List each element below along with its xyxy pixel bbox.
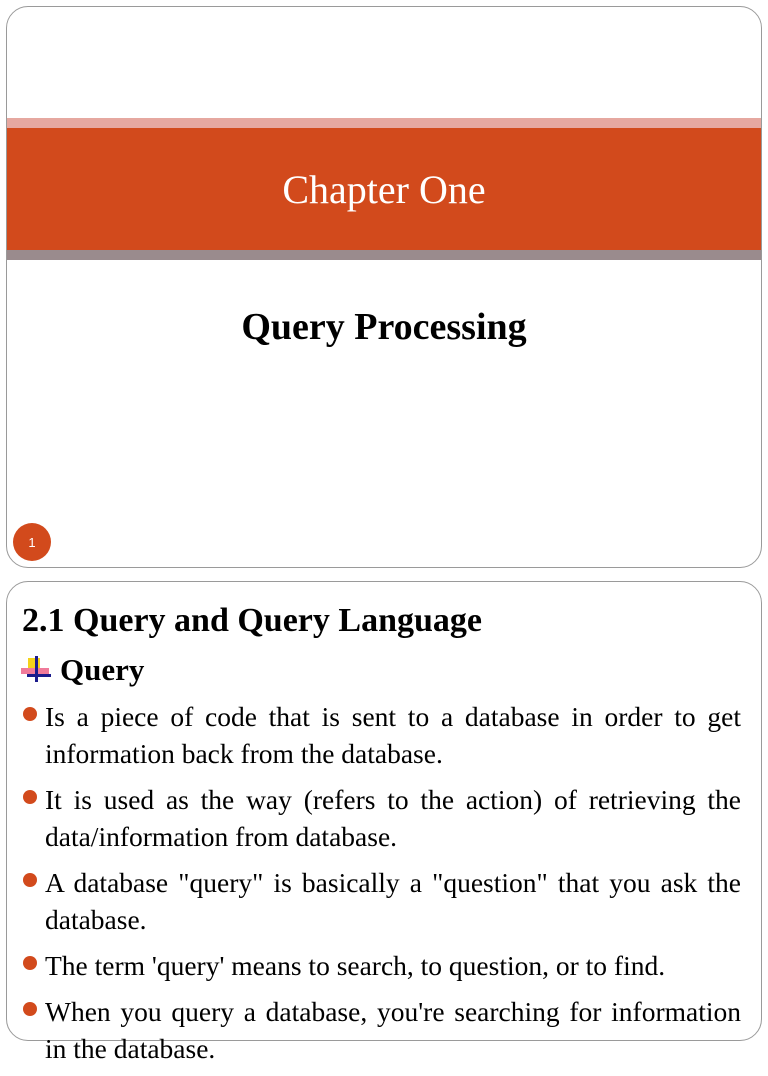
bullet-text: The term 'query' means to search, to question, or to find. bbox=[45, 950, 666, 981]
bullet-dot-icon bbox=[23, 790, 37, 804]
list-item bbox=[21, 993, 741, 1067]
title-band-top-stripe bbox=[7, 118, 761, 128]
section-heading: 2.1 Query and Query Language bbox=[22, 602, 482, 639]
sub-item-label: Query bbox=[60, 652, 145, 687]
bullet-text: When you query a database, you're searching for information in the database. bbox=[45, 996, 741, 1064]
bullet-dot-icon bbox=[23, 873, 37, 887]
bullet-text: Is a piece of code that is sent to a database in order to get information back from the database. bbox=[45, 701, 741, 769]
bullet-list bbox=[21, 698, 741, 1076]
bullet-text: A database "query" is basically a "question" that you ask the database. bbox=[45, 867, 741, 935]
slide-2 bbox=[6, 581, 762, 1064]
list-item bbox=[21, 698, 741, 772]
slide-subtitle: Query Processing bbox=[241, 306, 527, 348]
list-item bbox=[21, 947, 741, 984]
bullet-dot-icon bbox=[23, 956, 37, 970]
slide-number-badge: 1 bbox=[13, 523, 51, 561]
bullet-dot-icon bbox=[23, 707, 37, 721]
title-band-bottom-stripe bbox=[7, 250, 761, 260]
bullet-dot-icon bbox=[23, 1002, 37, 1016]
title-band bbox=[7, 128, 761, 250]
list-item bbox=[21, 781, 741, 855]
slide-title: Chapter One bbox=[282, 166, 486, 212]
slide-1 bbox=[6, 6, 762, 568]
sub-item-query bbox=[20, 652, 144, 688]
quadrant-bullet-icon bbox=[20, 656, 54, 684]
bullet-text: It is used as the way (refers to the action) of retrieving the data/information from database. bbox=[45, 784, 741, 852]
list-item bbox=[21, 864, 741, 938]
